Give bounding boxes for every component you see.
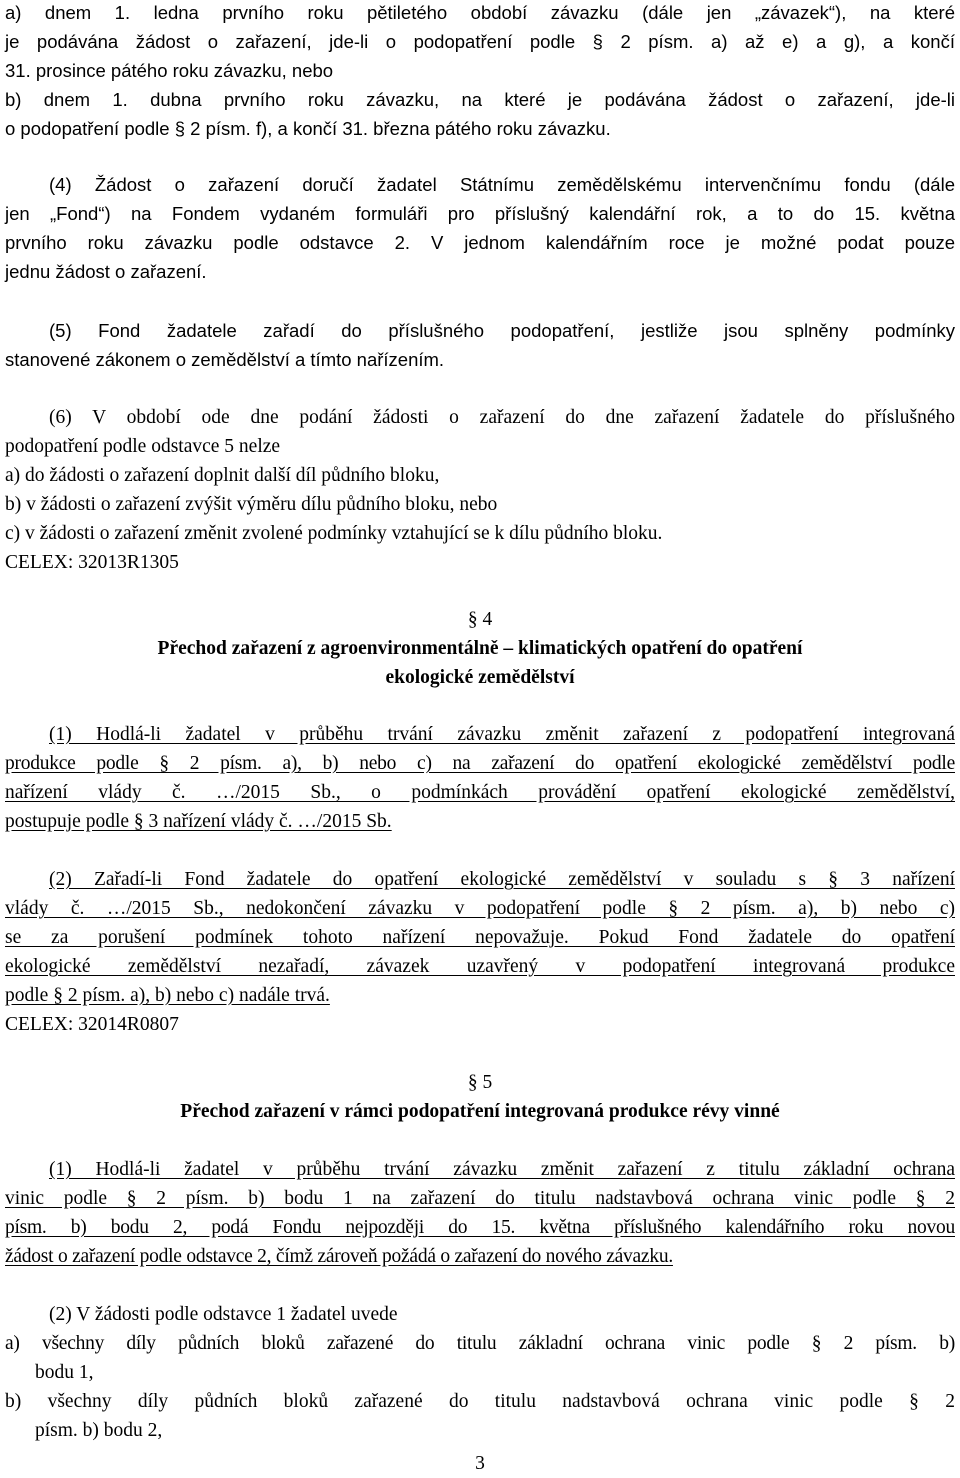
paragraph-line: produkce podle § 2 písm. a), b) nebo c) na zařazení do opatření ekologické zemědělství podle bbox=[5, 753, 955, 774]
list-item: c) v žádosti o zařazení změnit zvolené podmínky vztahující se k dílu půdního bloku. bbox=[5, 523, 663, 544]
paragraph-line: podopatření podle odstavce 5 nelze bbox=[5, 436, 281, 457]
paragraph-line: (1) Hodlá-li žadatel v průběhu trvání závazku změnit zařazení z podopatření integrovaná bbox=[49, 724, 955, 745]
paragraph-line: žádost o zařazení podle odstavce 2, čímž zároveň požádá o zařazení do nového závazku. bbox=[5, 1246, 673, 1267]
list-item: b) všechny díly půdních bloků zařazené do titulu nadstavbová ochrana vinic podle § 2 bbox=[5, 1391, 955, 1412]
list-item: a) do žádosti o zařazení doplnit další díl půdního bloku, bbox=[5, 465, 440, 486]
paragraph-line: a) dnem 1. ledna prvního roku pětiletého období závazku (dále jen „závazek“), na které bbox=[5, 2, 955, 23]
paragraph-line: 31. prosince pátého roku závazku, nebo bbox=[5, 60, 334, 81]
page-number: 3 bbox=[475, 1453, 485, 1474]
paragraph-line: nařízení vlády č. …/2015 Sb., o podmínkách provádění opatření ekologické zemědělství, bbox=[5, 782, 955, 803]
list-item: písm. b) bodu 2, bbox=[35, 1420, 163, 1441]
celex-reference: CELEX: 32013R1305 bbox=[5, 552, 179, 573]
paragraph-line: (6) V období ode dne podání žádosti o zařazení do dne zařazení žadatele do příslušného bbox=[49, 407, 955, 428]
paragraph-line: se za porušení podmínek tohoto nařízení nepovažuje. Pokud Fond žadatele do opatření bbox=[5, 927, 955, 948]
paragraph-line: jen „Fond“) na Fondem vydaném formuláři pro příslušný kalendářní rok, a to do 15. května bbox=[5, 203, 955, 224]
paragraph-line: je podávána žádost o zařazení, jde-li o podopatření podle § 2 písm. a) až e) a g), a končí bbox=[5, 31, 955, 52]
section-title: ekologické zemědělství bbox=[385, 667, 575, 688]
section-number: § 5 bbox=[467, 1072, 493, 1093]
paragraph-line: vlády č. …/2015 Sb., nedokončení závazku v podopatření podle § 2 písm. a), b) nebo c) bbox=[5, 898, 955, 919]
celex-reference: CELEX: 32014R0807 bbox=[5, 1014, 179, 1035]
paragraph-line: (2) V žádosti podle odstavce 1 žadatel uvede bbox=[49, 1304, 398, 1325]
paragraph-line: podle § 2 písm. a), b) nebo c) nadále trvá. bbox=[5, 985, 330, 1006]
paragraph-line: (2) Zařadí-li Fond žadatele do opatření ekologické zemědělství v souladu s § 3 nařízení bbox=[49, 869, 955, 890]
paragraph-line: (5) Fond žadatele zařadí do příslušného podopatření, jestliže jsou splněny podmínky bbox=[49, 320, 955, 341]
list-item: a) všechny díly půdních bloků zařazené do titulu základní ochrana vinic podle § 2 písm. b) bbox=[5, 1333, 955, 1354]
list-item: b) v žádosti o zařazení zvýšit výměru dílu půdního bloku, nebo bbox=[5, 494, 498, 515]
paragraph-line: ekologické zemědělství nezařadí, závazek uzavřený v podopatření integrovaná produkce bbox=[5, 956, 955, 977]
section-number: § 4 bbox=[467, 609, 493, 630]
list-item: bodu 1, bbox=[35, 1362, 94, 1383]
paragraph-line: (1) Hodlá-li žadatel v průběhu trvání závazku změnit zařazení z titulu základní ochrana bbox=[49, 1159, 955, 1180]
paragraph-line: b) dnem 1. dubna prvního roku závazku, na které je podávána žádost o zařazení, jde-li bbox=[5, 89, 955, 110]
paragraph-line: jednu žádost o zařazení. bbox=[5, 261, 207, 282]
section-title: Přechod zařazení z agroenvironmentálně – klimatických opatření do opatření bbox=[157, 638, 803, 659]
paragraph-line: (4) Žádost o zařazení doručí žadatel Státnímu zemědělskému intervenčnímu fondu (dále bbox=[49, 174, 955, 195]
paragraph-line: o podopatření podle § 2 písm. f), a končí 31. března pátého roku závazku. bbox=[5, 118, 611, 139]
paragraph-line: stanovené zákonem o zemědělství a tímto nařízením. bbox=[5, 349, 445, 370]
paragraph-line: písm. b) bodu 2, podá Fondu nejpozději do 15. května příslušného kalendářního roku novou bbox=[5, 1217, 955, 1238]
section-title: Přechod zařazení v rámci podopatření integrovaná produkce révy vinné bbox=[180, 1101, 780, 1122]
paragraph-line: vinic podle § 2 písm. b) bodu 1 na zařazení do titulu nadstavbová ochrana vinic podle § 2 bbox=[5, 1188, 955, 1209]
paragraph-line: postupuje podle § 3 nařízení vlády č. …/2015 Sb. bbox=[5, 811, 392, 832]
paragraph-line: prvního roku závazku podle odstavce 2. V jednom kalendářním roce je možné podat pouze bbox=[5, 232, 955, 253]
